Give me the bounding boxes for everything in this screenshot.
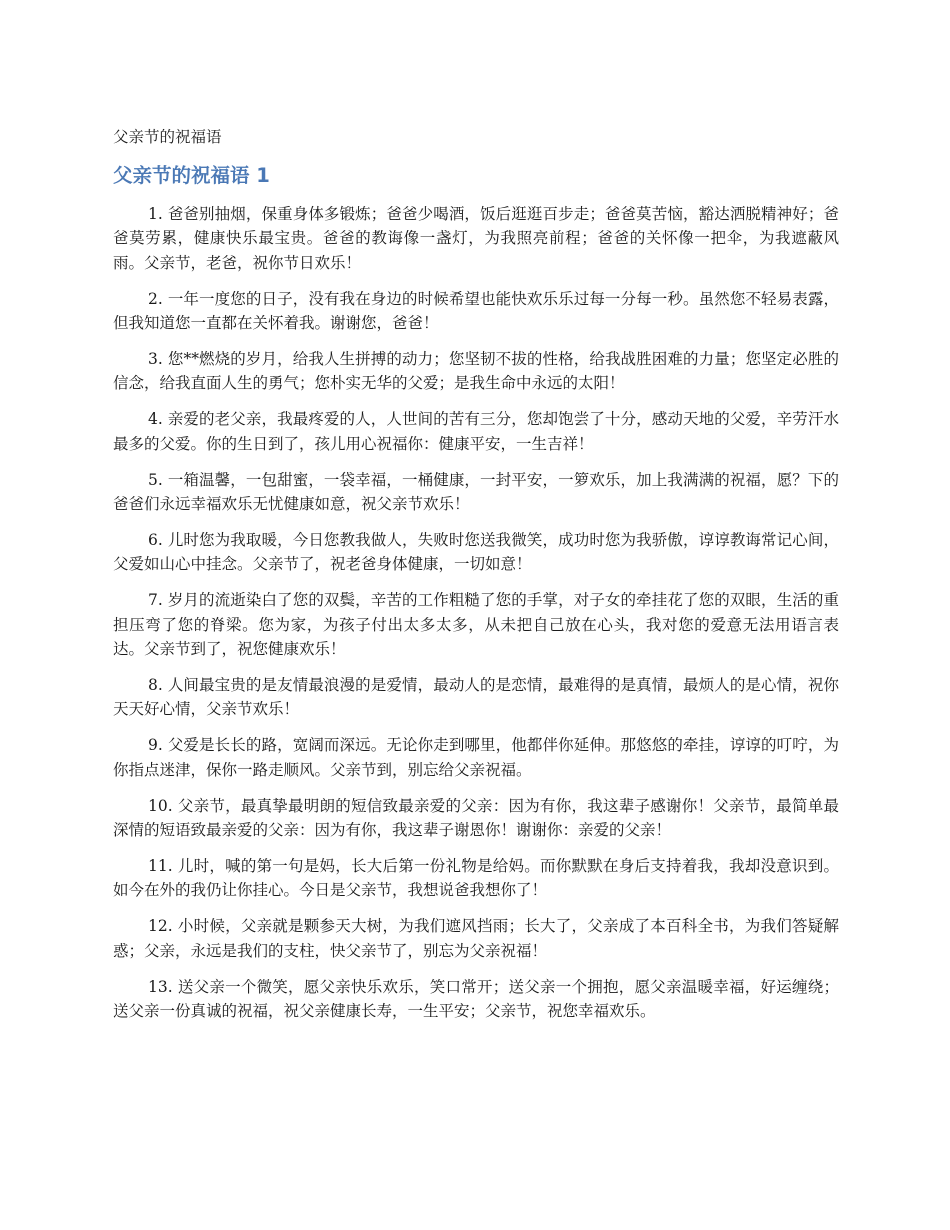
paragraph-13: 13. 送父亲一个微笑，愿父亲快乐欢乐，笑口常开；送父亲一个拥抱，愿父亲温暖幸福，好运缠绕；送父亲一份真诚的祝福，祝父亲健康长寿，一生平安；父亲节，祝您幸福欢乐。 [113,977,839,1020]
paragraph-12: 12. 小时候，父亲就是颗参天大树，为我们遮风挡雨；长大了，父亲成了本百科全书，为我们答疑解惑；父亲，永远是我们的支柱，快父亲节了，别忘为父亲祝福！ [113,917,839,960]
paragraph-3: 3. 您**燃烧的岁月，给我人生拼搏的动力；您坚韧不拔的性格，给我战胜困难的力量；您坚定必胜的信念，给我直面人生的勇气；您朴实无华的父爱；是我生命中永远的太阳！ [113,350,840,393]
paragraph-6: 6. 儿时您为我取暖，今日您教我做人，失败时您送我微笑，成功时您为我骄傲，谆谆教诲常记心间，父爱如山心中挂念。父亲节了，祝老爸身体健康，一切如意！ [113,530,839,574]
paragraph-4: 4. 亲爱的老父亲，我最疼爱的人，人世间的苦有三分，您却饱尝了十分，感动天地的父爱，辛劳汗水最多的父爱。你的生日到了，孩儿用心祝福你：健康平安，一生吉祥！ [113,410,839,453]
paragraph-1: 1. 爸爸别抽烟，保重身体多锻炼；爸爸少喝酒，饭后逛逛百步走；爸爸莫苦恼，豁达洒脱精神好；爸爸莫劳累，健康快乐最宝贵。爸爸的教诲像一盏灯，为我照亮前程；爸爸的关怀像一把伞，为我遮蔽风雨。父亲节，老爸，祝你节日欢乐！ [113,205,839,272]
paragraph-5: 5. 一箱温馨，一包甜蜜，一袋幸福，一桶健康，一封平安，一箩欢乐，加上我满满的祝福，愿？下的爸爸们永远幸福欢乐无忧健康如意，祝父亲节欢乐！ [113,470,839,514]
paragraph-9: 9. 父爱是长长的路，宽阔而深远。无论你走到哪里，他都伴你延伸。那悠悠的牵挂，谆谆的叮咛，为你指点迷津，保你一路走顺风。父亲节到，别忘给父亲祝福。 [113,736,839,779]
paragraph-11: 11. 儿时，喊的第一句是妈，长大后第一份礼物是给妈。而你默默在身后支持着我，我却没意识到。如今在外的我仍让你挂心。今日是父亲节，我想说爸我想你了！ [113,856,839,900]
paragraph-7: 7. 岁月的流逝染白了您的双鬓，辛苦的工作粗糙了您的手掌，对子女的牵挂花了您的双眼，生活的重担压弯了您的脊梁。您为家，为孩子付出太多太多，从未把自己放在心头，我对您的爱意无法用语言表达。父亲节到了，祝您健康欢乐！ [113,591,839,659]
paragraph-8: 8. 人间最宝贵的是友情最浪漫的是爱情，最动人的是恋情，最难得的是真情，最烦人的是心情，祝你天天好心情，父亲节欢乐！ [113,676,839,719]
paragraph-10: 10. 父亲节，最真挚最明朗的短信致最亲爱的父亲：因为有你，我这辈子感谢你！父亲节，最简单最深情的短语致最亲爱的父亲：因为有你，我这辈子谢恩你！谢谢你：亲爱的父亲！ [113,796,839,840]
document-title: 父亲节的祝福语 [113,128,222,146]
section-heading: 父亲节的祝福语 1 [113,164,270,187]
document-body [113,124,839,1035]
paragraph-2: 2. 一年一度您的日子，没有我在身边的时候希望也能快欢乐乐过每一分每一秒。虽然您不轻易表露，但我知道您一直都在关怀着我。谢谢您，爸爸！ [113,289,839,333]
